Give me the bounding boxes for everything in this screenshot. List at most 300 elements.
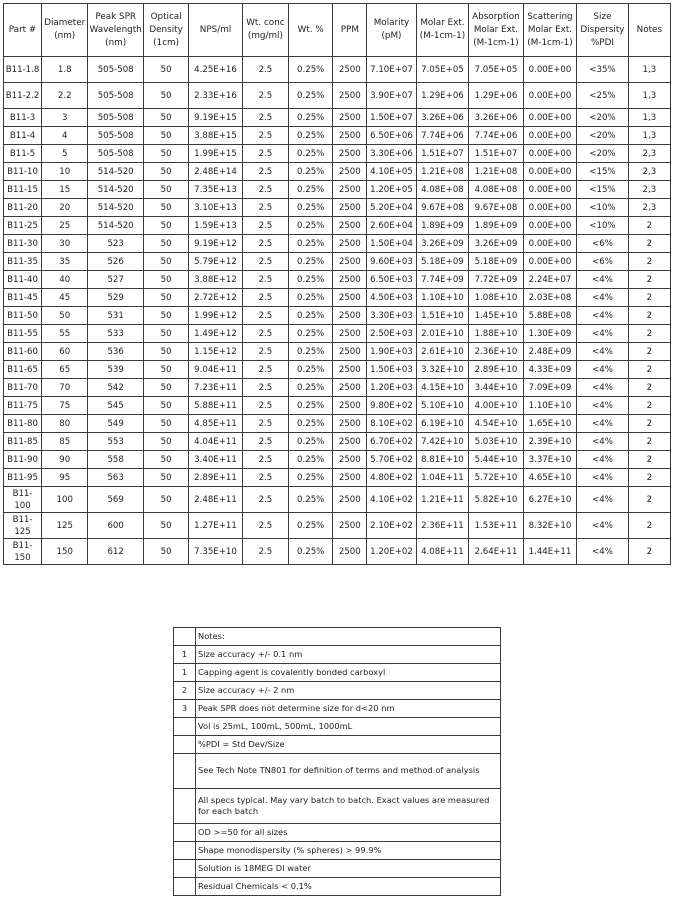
- table-cell: 3.26E+09: [416, 235, 468, 253]
- table-cell: 0.25%: [289, 57, 333, 83]
- table-row: [4, 469, 671, 487]
- part-number-cell: B11-3: [4, 109, 42, 127]
- table-cell: 2500: [333, 433, 367, 451]
- note-text: See Tech Note TN801 for definition of terms and method of analysis: [196, 754, 501, 789]
- table-row: [4, 109, 671, 127]
- table-cell: 0.25%: [289, 145, 333, 163]
- part-number-cell: B11-80: [4, 415, 42, 433]
- table-cell: 2500: [333, 487, 367, 513]
- table-cell: 0.25%: [289, 325, 333, 343]
- table-cell: 2.5: [242, 181, 288, 199]
- part-number-cell: B11-40: [4, 271, 42, 289]
- note-row: [174, 646, 501, 664]
- table-cell: 2.5: [242, 433, 288, 451]
- table-cell: <6%: [577, 253, 628, 271]
- table-cell: 5.44E+10: [469, 451, 524, 469]
- table-cell: 0.00E+00: [523, 83, 577, 109]
- part-number-cell: B11-85: [4, 433, 42, 451]
- table-cell: 40: [42, 271, 88, 289]
- note-text: All specs typical. May vary batch to batch. Exact values are measured for each batch: [196, 789, 501, 824]
- table-cell: 50: [143, 325, 188, 343]
- table-cell: 2.64E+11: [469, 539, 524, 565]
- note-number: [174, 842, 196, 860]
- table-cell: 514-520: [88, 217, 144, 235]
- table-cell: 7.09E+09: [523, 379, 577, 397]
- part-number-cell: B11-1.8: [4, 57, 42, 83]
- table-row: [4, 397, 671, 415]
- table-cell: 2.36E+11: [416, 513, 468, 539]
- table-cell: 0.25%: [289, 253, 333, 271]
- table-cell: 553: [88, 433, 144, 451]
- note-text: Solution is 18MEG DI water: [196, 860, 501, 878]
- table-cell: <4%: [577, 513, 628, 539]
- table-row: [4, 127, 671, 145]
- table-cell: 2: [628, 379, 670, 397]
- table-cell: 35: [42, 253, 88, 271]
- note-row: [174, 718, 501, 736]
- table-cell: 7.42E+10: [416, 433, 468, 451]
- table-cell: 0.00E+00: [523, 57, 577, 83]
- table-cell: <4%: [577, 271, 628, 289]
- table-cell: 2.5: [242, 199, 288, 217]
- table-cell: 50: [143, 83, 188, 109]
- table-cell: 1.08E+10: [469, 289, 524, 307]
- table-cell: 2: [628, 235, 670, 253]
- table-cell: 50: [143, 307, 188, 325]
- table-cell: 505-508: [88, 57, 144, 83]
- table-cell: 0.25%: [289, 539, 333, 565]
- table-cell: 0.00E+00: [523, 217, 577, 235]
- table-cell: 5.79E+12: [189, 253, 243, 271]
- table-cell: 0.25%: [289, 109, 333, 127]
- table-cell: 5.18E+09: [469, 253, 524, 271]
- table-cell: 2: [628, 487, 670, 513]
- note-row: [174, 682, 501, 700]
- table-cell: 2500: [333, 451, 367, 469]
- table-cell: 50: [143, 451, 188, 469]
- table-cell: 95: [42, 469, 88, 487]
- note-text: Size accuracy +/- 0.1 nm: [196, 646, 501, 664]
- table-cell: 9.67E+08: [469, 199, 524, 217]
- note-row: [174, 664, 501, 682]
- table-cell: 527: [88, 271, 144, 289]
- table-cell: 2.5: [242, 217, 288, 235]
- table-cell: 2500: [333, 513, 367, 539]
- table-cell: 2.5: [242, 235, 288, 253]
- note-row: [174, 860, 501, 878]
- table-cell: 0.00E+00: [523, 235, 577, 253]
- table-cell: 50: [143, 487, 188, 513]
- table-cell: 2500: [333, 379, 367, 397]
- table-cell: 1.53E+11: [469, 513, 524, 539]
- table-cell: 2: [628, 513, 670, 539]
- note-row: [174, 736, 501, 754]
- table-cell: 4.08E+08: [416, 181, 468, 199]
- table-cell: <4%: [577, 451, 628, 469]
- table-cell: 1.20E+02: [367, 539, 416, 565]
- table-cell: 7.74E+09: [416, 271, 468, 289]
- note-number: 3: [174, 700, 196, 718]
- table-cell: 4.04E+11: [189, 433, 243, 451]
- table-cell: 2500: [333, 307, 367, 325]
- table-cell: 50: [143, 343, 188, 361]
- table-cell: 505-508: [88, 145, 144, 163]
- table-cell: 0.25%: [289, 361, 333, 379]
- table-cell: 1.10E+10: [416, 289, 468, 307]
- note-text: Peak SPR does not determine size for d<20 nm: [196, 700, 501, 718]
- table-cell: 4.85E+11: [189, 415, 243, 433]
- table-cell: 2500: [333, 109, 367, 127]
- table-cell: 600: [88, 513, 144, 539]
- table-cell: 2: [628, 271, 670, 289]
- table-cell: 1.20E+03: [367, 379, 416, 397]
- table-cell: 1.90E+03: [367, 343, 416, 361]
- table-cell: 5.20E+04: [367, 199, 416, 217]
- table-cell: 2.5: [242, 487, 288, 513]
- table-cell: 1.04E+11: [416, 469, 468, 487]
- table-cell: <6%: [577, 235, 628, 253]
- column-header: Absorption Molar Ext. (M-1cm-1): [469, 4, 524, 57]
- table-cell: 2: [628, 539, 670, 565]
- table-row: [4, 433, 671, 451]
- table-cell: 2500: [333, 361, 367, 379]
- table-cell: 2.61E+10: [416, 343, 468, 361]
- table-cell: 3.10E+13: [189, 199, 243, 217]
- note-number: [174, 878, 196, 896]
- part-number-cell: B11-75: [4, 397, 42, 415]
- table-cell: 0.25%: [289, 451, 333, 469]
- table-cell: <20%: [577, 145, 628, 163]
- table-cell: 1.89E+09: [469, 217, 524, 235]
- table-cell: 2.48E+11: [189, 487, 243, 513]
- table-cell: <25%: [577, 83, 628, 109]
- table-cell: 9.19E+12: [189, 235, 243, 253]
- table-cell: 2.5: [242, 307, 288, 325]
- table-cell: 3.26E+09: [469, 235, 524, 253]
- note-text: Shape monodispersity (% spheres) > 99.9%: [196, 842, 501, 860]
- table-cell: 563: [88, 469, 144, 487]
- part-number-cell: B11-150: [4, 539, 42, 565]
- table-cell: 0.25%: [289, 513, 333, 539]
- column-header: Molar Ext. (M-1cm-1): [416, 4, 468, 57]
- table-cell: 0.25%: [289, 469, 333, 487]
- table-cell: 50: [143, 181, 188, 199]
- table-cell: 2.03E+08: [523, 289, 577, 307]
- table-cell: 523: [88, 235, 144, 253]
- column-header: Notes: [628, 4, 670, 57]
- table-cell: 25: [42, 217, 88, 235]
- table-cell: <15%: [577, 163, 628, 181]
- table-cell: 2.5: [242, 361, 288, 379]
- table-cell: 2.5: [242, 289, 288, 307]
- table-cell: 3.90E+07: [367, 83, 416, 109]
- table-cell: 50: [143, 539, 188, 565]
- table-cell: 2500: [333, 289, 367, 307]
- table-cell: 2.5: [242, 539, 288, 565]
- table-cell: 3.44E+10: [469, 379, 524, 397]
- table-cell: 7.35E+13: [189, 181, 243, 199]
- table-cell: 505-508: [88, 127, 144, 145]
- note-text: Vol is 25mL, 100mL, 500mL, 1000mL: [196, 718, 501, 736]
- part-number-cell: B11-45: [4, 289, 42, 307]
- table-cell: 3.30E+06: [367, 145, 416, 163]
- table-cell: 1.99E+15: [189, 145, 243, 163]
- part-number-cell: B11-90: [4, 451, 42, 469]
- note-number: 1: [174, 664, 196, 682]
- spec-table: [3, 3, 671, 565]
- table-cell: 4.00E+10: [469, 397, 524, 415]
- table-cell: 3.37E+10: [523, 451, 577, 469]
- table-cell: 2: [628, 343, 670, 361]
- table-cell: 2500: [333, 199, 367, 217]
- table-cell: <10%: [577, 199, 628, 217]
- note-text: Residual Chemicals < 0.1%: [196, 878, 501, 896]
- table-row: [4, 343, 671, 361]
- table-cell: 6.27E+10: [523, 487, 577, 513]
- table-cell: 50: [143, 163, 188, 181]
- table-cell: 2500: [333, 235, 367, 253]
- table-cell: 2.01E+10: [416, 325, 468, 343]
- table-cell: <4%: [577, 379, 628, 397]
- table-cell: 2.5: [242, 163, 288, 181]
- table-cell: 9.04E+11: [189, 361, 243, 379]
- part-number-cell: B11-95: [4, 469, 42, 487]
- table-cell: 6.70E+02: [367, 433, 416, 451]
- part-number-cell: B11-50: [4, 307, 42, 325]
- table-row: [4, 487, 671, 513]
- table-cell: <4%: [577, 325, 628, 343]
- table-cell: 1.50E+04: [367, 235, 416, 253]
- table-cell: 5.72E+10: [469, 469, 524, 487]
- table-cell: 2.5: [242, 109, 288, 127]
- table-cell: 549: [88, 415, 144, 433]
- table-cell: 65: [42, 361, 88, 379]
- table-cell: 2.5: [242, 271, 288, 289]
- table-cell: 1.89E+09: [416, 217, 468, 235]
- table-cell: 5.03E+10: [469, 433, 524, 451]
- part-number-cell: B11-35: [4, 253, 42, 271]
- table-cell: 1.51E+10: [416, 307, 468, 325]
- table-cell: 3.30E+03: [367, 307, 416, 325]
- table-cell: 2500: [333, 397, 367, 415]
- table-cell: 4.65E+10: [523, 469, 577, 487]
- table-cell: 1.10E+10: [523, 397, 577, 415]
- table-cell: 100: [42, 487, 88, 513]
- table-cell: 1.21E+08: [416, 163, 468, 181]
- table-row: [4, 145, 671, 163]
- table-cell: 2.5: [242, 469, 288, 487]
- table-cell: 2.5: [242, 343, 288, 361]
- table-cell: <4%: [577, 469, 628, 487]
- part-number-cell: B11-10: [4, 163, 42, 181]
- table-cell: 2.48E+14: [189, 163, 243, 181]
- column-header: Molarity (pM): [367, 4, 416, 57]
- table-cell: 75: [42, 397, 88, 415]
- table-cell: 85: [42, 433, 88, 451]
- column-header: Wt. conc (mg/ml): [242, 4, 288, 57]
- note-number: [174, 718, 196, 736]
- table-cell: <4%: [577, 433, 628, 451]
- table-cell: 7.35E+10: [189, 539, 243, 565]
- notes-table: [173, 627, 501, 896]
- table-cell: 0.00E+00: [523, 253, 577, 271]
- notes-title-num: [174, 628, 196, 646]
- column-header: NPS/ml: [189, 4, 243, 57]
- table-cell: 3.26E+06: [469, 109, 524, 127]
- table-row: [4, 379, 671, 397]
- note-text: Size accuracy +/- 2 nm: [196, 682, 501, 700]
- table-cell: 50: [143, 379, 188, 397]
- table-cell: 150: [42, 539, 88, 565]
- table-cell: 1.27E+11: [189, 513, 243, 539]
- table-cell: 5.88E+11: [189, 397, 243, 415]
- table-cell: 3.26E+06: [416, 109, 468, 127]
- table-cell: <15%: [577, 181, 628, 199]
- table-cell: <35%: [577, 57, 628, 83]
- table-cell: 2.36E+10: [469, 343, 524, 361]
- table-cell: 505-508: [88, 109, 144, 127]
- table-cell: 1,3: [628, 109, 670, 127]
- table-cell: 2.5: [242, 127, 288, 145]
- note-text: Capping agent is covalently bonded carboxyl: [196, 664, 501, 682]
- part-number-cell: B11-30: [4, 235, 42, 253]
- table-cell: 0.25%: [289, 397, 333, 415]
- table-cell: 2.5: [242, 325, 288, 343]
- table-cell: 2.89E+11: [189, 469, 243, 487]
- note-row: [174, 754, 501, 789]
- table-cell: 1.88E+10: [469, 325, 524, 343]
- table-cell: 0.00E+00: [523, 199, 577, 217]
- table-cell: 2.50E+03: [367, 325, 416, 343]
- table-cell: 50: [143, 253, 188, 271]
- table-cell: <20%: [577, 127, 628, 145]
- table-cell: 3: [42, 109, 88, 127]
- table-cell: 2.39E+10: [523, 433, 577, 451]
- column-header: Optical Density (1cm): [143, 4, 188, 57]
- table-cell: 2,3: [628, 181, 670, 199]
- table-cell: 2.5: [242, 379, 288, 397]
- table-cell: 2: [628, 253, 670, 271]
- table-cell: 2500: [333, 83, 367, 109]
- table-cell: 30: [42, 235, 88, 253]
- table-cell: 50: [143, 513, 188, 539]
- table-cell: 7.74E+06: [469, 127, 524, 145]
- table-cell: 1.50E+03: [367, 361, 416, 379]
- table-cell: 539: [88, 361, 144, 379]
- table-cell: 50: [143, 415, 188, 433]
- table-cell: 0.00E+00: [523, 181, 577, 199]
- table-cell: <10%: [577, 217, 628, 235]
- table-cell: 2.5: [242, 397, 288, 415]
- table-cell: 505-508: [88, 83, 144, 109]
- table-cell: 1.29E+06: [469, 83, 524, 109]
- table-row: [4, 451, 671, 469]
- table-cell: 2.72E+12: [189, 289, 243, 307]
- part-number-cell: B11-15: [4, 181, 42, 199]
- table-cell: 50: [143, 271, 188, 289]
- spec-table-body: [4, 57, 671, 565]
- table-row: [4, 83, 671, 109]
- table-cell: 5.10E+10: [416, 397, 468, 415]
- table-cell: 0.25%: [289, 433, 333, 451]
- table-cell: 1.29E+06: [416, 83, 468, 109]
- table-cell: <4%: [577, 289, 628, 307]
- table-cell: 1.50E+07: [367, 109, 416, 127]
- table-cell: 7.74E+06: [416, 127, 468, 145]
- table-row: [4, 513, 671, 539]
- table-cell: <4%: [577, 487, 628, 513]
- table-cell: 2.5: [242, 145, 288, 163]
- table-cell: 1.45E+10: [469, 307, 524, 325]
- table-cell: 514-520: [88, 181, 144, 199]
- table-cell: 50: [143, 361, 188, 379]
- table-cell: 2500: [333, 181, 367, 199]
- table-cell: 9.60E+03: [367, 253, 416, 271]
- table-cell: 50: [143, 235, 188, 253]
- header-row: [4, 4, 671, 57]
- table-row: [4, 307, 671, 325]
- table-cell: 542: [88, 379, 144, 397]
- table-cell: 6.19E+10: [416, 415, 468, 433]
- table-cell: 9.67E+08: [416, 199, 468, 217]
- table-cell: 2.5: [242, 513, 288, 539]
- table-cell: 2500: [333, 127, 367, 145]
- table-cell: 0.25%: [289, 163, 333, 181]
- table-cell: 5.82E+10: [469, 487, 524, 513]
- table-cell: <4%: [577, 397, 628, 415]
- table-cell: 2: [628, 433, 670, 451]
- table-cell: 3.88E+15: [189, 127, 243, 145]
- table-cell: 0.25%: [289, 307, 333, 325]
- notes-title-row: [174, 628, 501, 646]
- table-cell: 2500: [333, 217, 367, 235]
- table-cell: 0.25%: [289, 83, 333, 109]
- table-cell: 2: [628, 397, 670, 415]
- table-cell: 0.25%: [289, 217, 333, 235]
- table-cell: 2.48E+09: [523, 343, 577, 361]
- table-cell: 2: [628, 217, 670, 235]
- note-number: 2: [174, 682, 196, 700]
- table-cell: 8.32E+10: [523, 513, 577, 539]
- table-cell: 20: [42, 199, 88, 217]
- table-cell: 1,3: [628, 127, 670, 145]
- table-cell: 55: [42, 325, 88, 343]
- table-cell: 514-520: [88, 163, 144, 181]
- table-cell: 526: [88, 253, 144, 271]
- table-cell: 9.80E+02: [367, 397, 416, 415]
- table-cell: 2.5: [242, 83, 288, 109]
- table-cell: 1.21E+11: [416, 487, 468, 513]
- part-number-cell: B11-125: [4, 513, 42, 539]
- table-cell: 0.25%: [289, 127, 333, 145]
- table-cell: 0.25%: [289, 487, 333, 513]
- note-number: 1: [174, 646, 196, 664]
- table-cell: 50: [143, 145, 188, 163]
- table-cell: <4%: [577, 415, 628, 433]
- note-row: [174, 878, 501, 896]
- table-cell: 4.54E+10: [469, 415, 524, 433]
- table-cell: 4.15E+10: [416, 379, 468, 397]
- table-cell: 0.00E+00: [523, 109, 577, 127]
- table-cell: 2.2: [42, 83, 88, 109]
- table-row: [4, 217, 671, 235]
- table-cell: 529: [88, 289, 144, 307]
- table-cell: 1.51E+07: [469, 145, 524, 163]
- table-cell: 50: [42, 307, 88, 325]
- table-cell: 1.15E+12: [189, 343, 243, 361]
- note-number: [174, 789, 196, 824]
- table-cell: 569: [88, 487, 144, 513]
